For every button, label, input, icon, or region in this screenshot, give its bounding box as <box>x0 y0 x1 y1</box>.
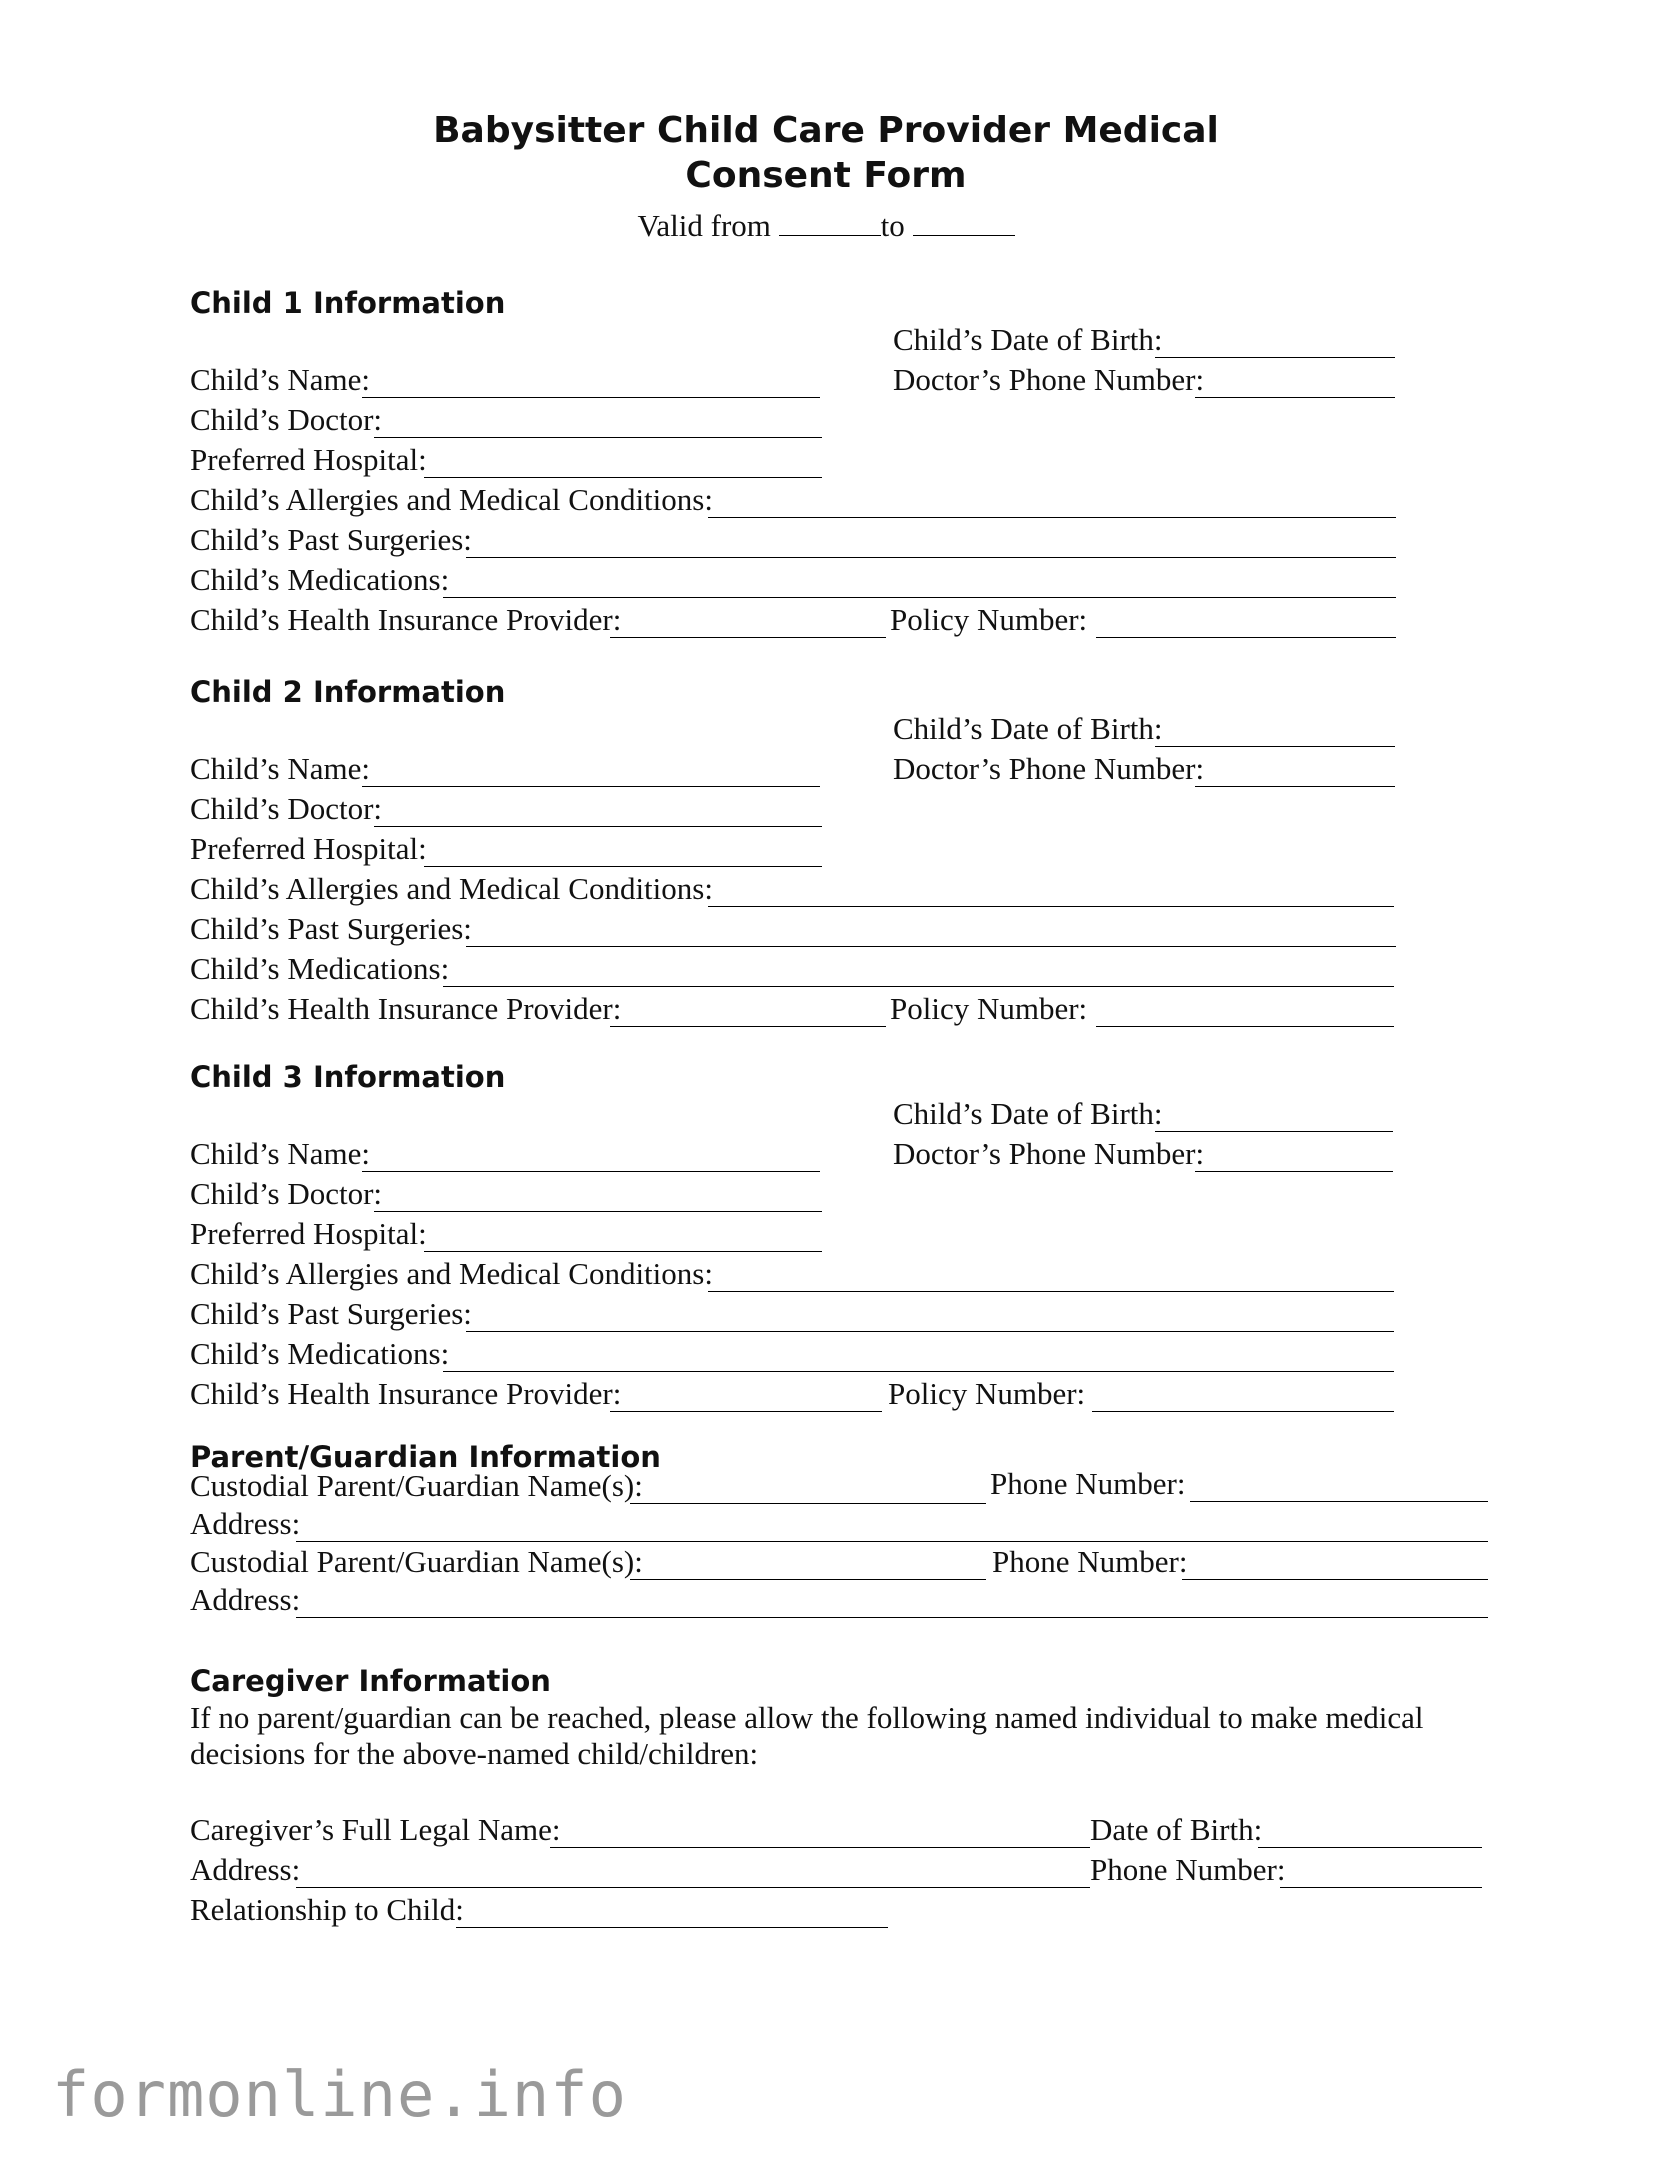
valid-from-label: Valid from <box>637 208 771 243</box>
allergies-row <box>190 484 1500 524</box>
insurance-label: Child’s Health Insurance Provider: <box>190 1376 622 1411</box>
child-doctor-label: Child’s Doctor: <box>190 791 383 826</box>
valid-to-label: to <box>880 208 905 243</box>
policy-row <box>888 1378 1498 1418</box>
child-doctor-label: Child’s Doctor: <box>190 1176 383 1211</box>
hospital-field[interactable] <box>424 1251 822 1252</box>
caregiver-name-field[interactable] <box>550 1847 1090 1848</box>
surgeries-field[interactable] <box>466 946 1396 947</box>
doctor-phone-label: Doctor’s Phone Number: <box>893 1136 1205 1171</box>
doctor-phone-row <box>893 364 1493 404</box>
caregiver-address-label: Address: <box>190 1852 301 1887</box>
medications-field[interactable] <box>443 1371 1394 1372</box>
form-title-line2: Consent Form <box>685 155 967 196</box>
surgeries-field[interactable] <box>466 557 1396 558</box>
child-name-field[interactable] <box>362 786 820 787</box>
doctor-phone-label: Doctor’s Phone Number: <box>893 751 1205 786</box>
allergies-field[interactable] <box>708 1291 1394 1292</box>
child-doctor-row <box>190 404 870 444</box>
section-heading: Child 2 Information <box>190 675 506 709</box>
policy-label: Policy Number: <box>890 991 1088 1026</box>
doctor-phone-field[interactable] <box>1195 1171 1393 1172</box>
allergies-label: Child’s Allergies and Medical Conditions: <box>190 482 713 517</box>
child-doctor-row <box>190 793 870 833</box>
caregiver-relationship-row <box>190 1894 890 1934</box>
child-dob-row <box>893 324 1493 364</box>
parent-phone-label: Phone Number: <box>990 1466 1186 1501</box>
caregiver-relationship-label: Relationship to Child: <box>190 1892 464 1927</box>
hospital-label: Preferred Hospital: <box>190 1216 427 1251</box>
caregiver-intro: If no parent/guardian can be reached, please allow the following named individual to make medical decisions for the above-named child/children: <box>190 1700 1424 1771</box>
child-doctor-row <box>190 1178 870 1218</box>
insurance-field[interactable] <box>610 637 886 638</box>
child-dob-label: Child’s Date of Birth: <box>893 322 1163 357</box>
validity-row <box>0 208 1652 244</box>
child-dob-row <box>893 1098 1493 1138</box>
policy-label: Policy Number: <box>890 602 1088 637</box>
child-dob-label: Child’s Date of Birth: <box>893 711 1163 746</box>
hospital-label: Preferred Hospital: <box>190 442 427 477</box>
child-doctor-field[interactable] <box>374 1211 822 1212</box>
medications-row <box>190 953 1500 993</box>
hospital-row <box>190 1218 870 1258</box>
medications-field[interactable] <box>443 986 1394 987</box>
watermark: formonline.info <box>52 2058 627 2131</box>
policy-field[interactable] <box>1092 1411 1394 1412</box>
parent-2-name-row <box>190 1546 990 1586</box>
insurance-label: Child’s Health Insurance Provider: <box>190 991 622 1026</box>
child-name-label: Child’s Name: <box>190 362 370 397</box>
parent-2-phone-field[interactable] <box>1182 1579 1488 1580</box>
medications-row <box>190 1338 1500 1378</box>
surgeries-row <box>190 524 1500 564</box>
parent-2-address-field[interactable] <box>296 1617 1488 1618</box>
hospital-label: Preferred Hospital: <box>190 831 427 866</box>
caregiver-phone-row <box>1090 1854 1500 1894</box>
medications-label: Child’s Medications: <box>190 951 450 986</box>
child-name-field[interactable] <box>362 1171 820 1172</box>
child-name-row <box>190 753 870 793</box>
parent-phone-label: Phone Number: <box>992 1544 1188 1579</box>
child-dob-field[interactable] <box>1155 1131 1393 1132</box>
allergies-field[interactable] <box>708 906 1394 907</box>
doctor-phone-label: Doctor’s Phone Number: <box>893 362 1205 397</box>
caregiver-address-row <box>190 1854 1090 1894</box>
child-name-row <box>190 364 870 404</box>
parent-name-label: Custodial Parent/Guardian Name(s): <box>190 1544 643 1579</box>
parent-1-phone-row <box>990 1468 1500 1508</box>
surgeries-field[interactable] <box>466 1331 1394 1332</box>
caregiver-name-row <box>190 1814 1090 1854</box>
child-doctor-label: Child’s Doctor: <box>190 402 383 437</box>
child-dob-field[interactable] <box>1155 746 1395 747</box>
parent-1-name-field[interactable] <box>630 1503 986 1504</box>
caregiver-phone-field[interactable] <box>1280 1887 1482 1888</box>
surgeries-label: Child’s Past Surgeries: <box>190 1296 472 1331</box>
section-heading: Caregiver Information <box>190 1664 551 1698</box>
child-name-label: Child’s Name: <box>190 1136 370 1171</box>
surgeries-label: Child’s Past Surgeries: <box>190 522 472 557</box>
parent-2-phone-row <box>992 1546 1500 1586</box>
child-name-row <box>190 1138 870 1178</box>
medications-field[interactable] <box>443 597 1396 598</box>
allergies-label: Child’s Allergies and Medical Conditions: <box>190 871 713 906</box>
parent-1-address-row <box>190 1508 1500 1548</box>
child-dob-label: Child’s Date of Birth: <box>893 1096 1163 1131</box>
form-title-line1: Babysitter Child Care Provider Medical <box>433 110 1219 151</box>
section-heading: Child 3 Information <box>190 1060 506 1094</box>
policy-label: Policy Number: <box>888 1376 1086 1411</box>
insurance-label: Child’s Health Insurance Provider: <box>190 602 622 637</box>
insurance-row <box>190 993 890 1033</box>
parent-1-name-row <box>190 1470 990 1510</box>
medications-label: Child’s Medications: <box>190 562 450 597</box>
child-name-label: Child’s Name: <box>190 751 370 786</box>
allergies-row <box>190 1258 1500 1298</box>
insurance-row <box>190 604 890 644</box>
parent-address-label: Address: <box>190 1506 301 1541</box>
valid-to-field[interactable] <box>913 211 1015 236</box>
child-name-field[interactable] <box>362 397 820 398</box>
child-doctor-field[interactable] <box>374 826 822 827</box>
caregiver-dob-label: Date of Birth: <box>1090 1812 1263 1847</box>
parent-2-address-row <box>190 1584 1500 1624</box>
caregiver-relationship-field[interactable] <box>456 1927 888 1928</box>
allergies-row <box>190 873 1500 913</box>
hospital-row <box>190 833 870 873</box>
insurance-field[interactable] <box>610 1411 882 1412</box>
allergies-label: Child’s Allergies and Medical Conditions: <box>190 1256 713 1291</box>
child-dob-row <box>893 713 1493 753</box>
child-dob-field[interactable] <box>1155 357 1395 358</box>
policy-field[interactable] <box>1096 637 1396 638</box>
hospital-row <box>190 444 870 484</box>
hospital-field[interactable] <box>424 477 822 478</box>
doctor-phone-row <box>893 1138 1493 1178</box>
parent-name-label: Custodial Parent/Guardian Name(s): <box>190 1468 643 1503</box>
surgeries-row <box>190 1298 1500 1338</box>
parent-1-address-field[interactable] <box>296 1541 1488 1542</box>
caregiver-name-label: Caregiver’s Full Legal Name: <box>190 1812 561 1847</box>
form-title <box>0 108 1652 198</box>
doctor-phone-row <box>893 753 1493 793</box>
caregiver-phone-label: Phone Number: <box>1090 1852 1286 1887</box>
child-doctor-field[interactable] <box>374 437 822 438</box>
allergies-field[interactable] <box>708 517 1396 518</box>
surgeries-row <box>190 913 1500 953</box>
section-heading: Child 1 Information <box>190 286 506 320</box>
doctor-phone-field[interactable] <box>1195 397 1395 398</box>
parent-address-label: Address: <box>190 1582 301 1617</box>
insurance-field[interactable] <box>610 1026 886 1027</box>
doctor-phone-field[interactable] <box>1195 786 1395 787</box>
valid-from-field[interactable] <box>779 211 881 236</box>
surgeries-label: Child’s Past Surgeries: <box>190 911 472 946</box>
parent-1-phone-field[interactable] <box>1190 1501 1488 1502</box>
hospital-field[interactable] <box>424 866 822 867</box>
parent-2-name-field[interactable] <box>630 1579 986 1580</box>
section-heading: Parent/Guardian Information <box>190 1440 661 1474</box>
insurance-row <box>190 1378 890 1418</box>
policy-field[interactable] <box>1096 1026 1394 1027</box>
caregiver-dob-field[interactable] <box>1258 1847 1482 1848</box>
medications-label: Child’s Medications: <box>190 1336 450 1371</box>
policy-row <box>890 993 1500 1033</box>
caregiver-dob-row <box>1090 1814 1500 1854</box>
caregiver-address-field[interactable] <box>296 1887 1090 1888</box>
medications-row <box>190 564 1500 604</box>
policy-row <box>890 604 1500 644</box>
